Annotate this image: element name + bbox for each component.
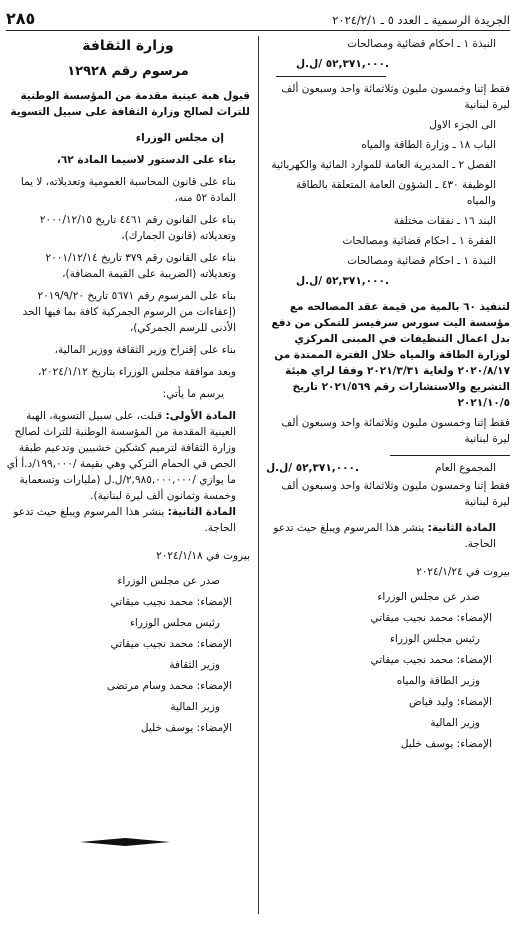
grand-total-amount: ٥٢,٣٧١,٠٠٠ /ل.ل. (266, 462, 359, 474)
preamble-paragraph: بناء على المرسوم رقم ٥٦٧١ تاريخ ٢٠١٩/٩/٢٠ (إعفاءات من الرسوم الجمركية كافة بما فيها الحد الأدنى للرسم الجمركي)، (22, 290, 236, 334)
text-line: النبذة ١ ـ احكام قضائية ومصالحات (347, 38, 496, 50)
preamble-paragraph: وبعد موافقة مجلس الوزراء بتاريخ ٢٠٢٤/١/١٢، (38, 366, 236, 378)
basis-line: بناء على الدستور لاسيما المادة ٦٢، (56, 154, 236, 166)
signature-line: وزير المالية (430, 717, 480, 729)
text-line: الوظيفة ٤٣٠ ـ الشؤون العامة المتعلقة بالطاقة والمياه (296, 179, 496, 207)
article-text: ينشر هذا المرسوم ويبلغ حيث تدعو الحاجة. (273, 522, 496, 550)
decree-number: مرسوم رقم ١٢٩٢٨ (67, 64, 189, 79)
article-label: المادة الأولى: (165, 410, 236, 422)
amount: ٥٢,٣٧١,٠٠٠ /ل.ل. (296, 275, 389, 287)
article-text: قبلت، على سبيل التسوية، الهبة العينية المقدمة من المؤسسة الوطنية للتراث لصالح وزارة الثقافة لترميم كشكين خشبيين وتدعيم طبقة الجص في الحمام التركي وهي بقيمة /١٩٩,٠٠٠/د.أ أي ما يوازي /٢,٩٨٥,٠٠٠,٠٠٠/ل.ل (مليارات وتسعماية وخمسة وثمانون ألف ليرة لبنانية). (6, 410, 236, 502)
amount-in-words: فقط إثنا وخمسون مليون وثلاثمائة واحد وسبعون ألف ليرة لبنانية (281, 417, 510, 445)
page-header (6, 8, 510, 31)
text-line: البند ١٦ ـ نفقات مختلفة (393, 215, 496, 227)
purpose-paragraph: لتنفيذ ٦٠ بالمية من قيمة عقد المصالحه مع مؤسسة اليت سورس سرفيسز للتمكن من دفع بدل اعمال التنظيفات في المبنى المركزي لوزارة الطاقة والمياه خلال الفترة الممتدة من ٢٠٢٠/٨/١٧ ولغاية ٢٠٢١/٣/٣١ وفقا لراي هيئة التشريع والاستشارات رقم ٢٠٢١/٥٦٩ تاريخ ٢٠٢١/١٠/٥ (271, 301, 510, 409)
signature-line: صدر عن مجلس الوزراء (377, 591, 480, 603)
preamble-paragraph: بناء على قانون المحاسبة العمومية وتعديلاته، لا يما المادة ٥٢ منه، (20, 176, 236, 204)
rule (276, 76, 386, 77)
ornament-diamond (80, 838, 170, 846)
amount: ٥٢,٣٧١,٠٠٠ /ل.ل. (296, 58, 389, 70)
signature-line: الإمضاء: محمد نجيب ميقاتي (110, 596, 232, 608)
grand-total-label: المجموع العام (435, 462, 496, 474)
amount-in-words: فقط إثنا وخمسون مليون وثلاثمائة واحد وسبعون ألف ليرة لبنانية (281, 480, 510, 508)
article-label: المادة الثانية: (167, 506, 236, 518)
ministry-title: وزارة الثقافة (82, 38, 174, 54)
date-line: بيروت في ٢٠٢٤/١/٢٤ (416, 566, 510, 578)
article-label: المادة الثانية: (427, 522, 496, 534)
signature-line: رئيس مجلس الوزراء (129, 617, 220, 629)
date-line: بيروت في ٢٠٢٤/١/١٨ (156, 550, 250, 562)
signature-line: الإمضاء: محمد نجيب ميقاتي (370, 612, 492, 624)
preamble-paragraph: بناء على القانون رقم ٣٧٩ تاريخ ٢٠٠١/١٢/١٤ وتعديلاته (الضريبة على القيمة المضافة)، (45, 252, 236, 280)
left-column (6, 36, 250, 934)
signature-line: وزير الطاقة والمياه (396, 675, 480, 687)
preamble-paragraph: بناء على إقتراح وزير الثقافة ووزير المالية، (54, 344, 236, 356)
page-number: ٢٨٥ (6, 9, 36, 28)
text-line: الى الجزء الاول (429, 119, 496, 131)
signature-line: صدر عن مجلس الوزراء (117, 575, 220, 587)
signature-line: الإمضاء: محمد نجيب ميقاتي (110, 638, 232, 650)
signature-line: رئيس مجلس الوزراء (389, 633, 480, 645)
article-text: ينشر هذا المرسوم ويبلغ حيث تدعو الحاجة. (13, 506, 236, 534)
article-2 (6, 504, 250, 536)
end-of-section-ornament (80, 838, 170, 846)
text-line: الفصل ٢ ـ المديرية العامة للموارد المائية والكهربائية (271, 159, 496, 171)
right-column (266, 36, 510, 934)
text-line: الباب ١٨ ـ وزارة الطاقة والمياه (361, 139, 496, 151)
council-line: إن مجلس الوزراء (135, 132, 224, 144)
signature-line: الإمضاء: محمد نجيب ميقاتي (370, 654, 492, 666)
article-1 (6, 408, 250, 504)
amount-in-words: فقط إثنا وخمسون مليون وثلاثمائة واحد وسبعون ألف ليرة لبنانية (281, 83, 510, 111)
signature-line: الإمضاء: محمد وسام مرتضى (106, 680, 232, 692)
text-line: النبذة ١ ـ احكام قضائية ومصالحات (347, 255, 496, 267)
article-2 (266, 520, 510, 552)
decrees-line: يرسم ما يأتي: (162, 388, 224, 400)
decree-subject: قبول هبة عينية مقدمة من المؤسسة الوطنية للتراث لصالح وزارة الثقافة على سبيل التسوية (10, 90, 250, 118)
gazette-title: الجريدة الرسمية ـ العدد ٥ ـ ٢٠٢٤/٢/١ (332, 13, 510, 27)
preamble-paragraph: بناء على القانون رقم ٤٤٦١ تاريخ ٢٠٠٠/١٢/١٥ وتعديلاته (قانون الجمارك)، (39, 214, 236, 242)
signature-line: وزير الثقافة (169, 659, 220, 671)
signature-line: الإمضاء: يوسف خليل (400, 738, 492, 750)
signature-line: وزير المالية (170, 701, 220, 713)
rule (390, 455, 510, 456)
signature-line: الإمضاء: وليد فياض (408, 696, 492, 708)
signature-line: الإمضاء: يوسف خليل (140, 722, 232, 734)
column-divider (258, 36, 259, 914)
grand-total-row (266, 462, 510, 474)
text-line: الفقرة ١ ـ احكام قضائية ومصالحات (342, 235, 496, 247)
